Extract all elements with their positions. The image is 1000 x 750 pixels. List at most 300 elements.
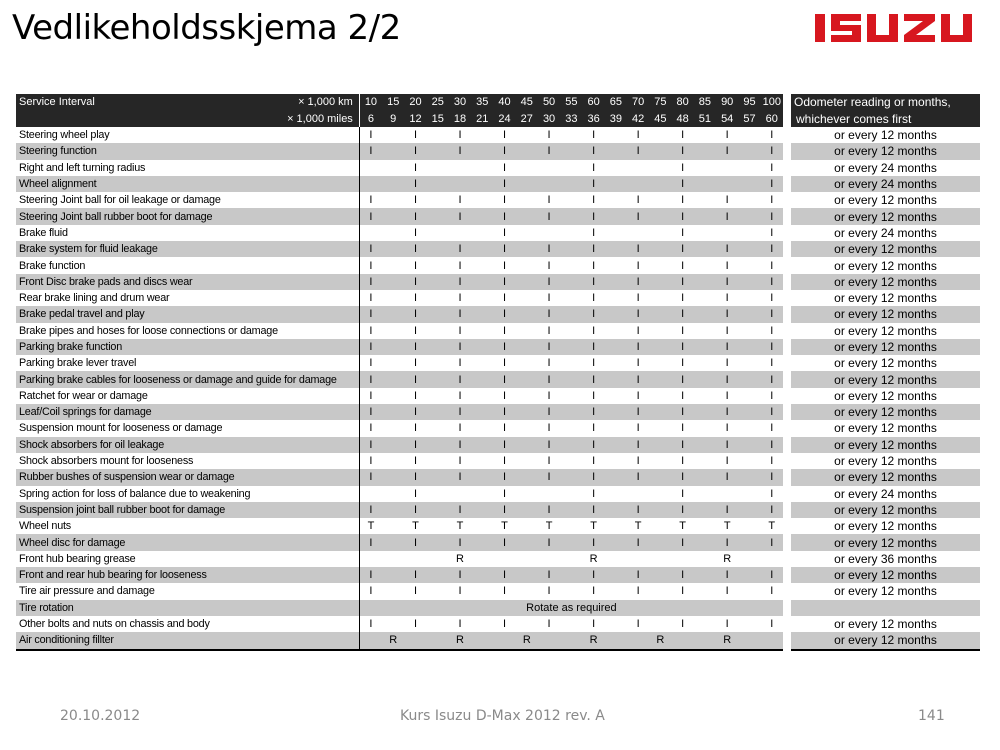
- schedule-mark: I: [547, 194, 551, 207]
- schedule-mark: [516, 257, 538, 273]
- schedule-mark: I: [582, 437, 604, 453]
- schedule-mark: [516, 453, 538, 469]
- schedule-mark: I: [413, 324, 417, 337]
- schedule-mark: [560, 420, 582, 436]
- schedule-mark: [627, 632, 649, 649]
- schedule-mark: I: [503, 129, 507, 142]
- schedule-mark: I: [627, 502, 649, 518]
- schedule-mark: [382, 486, 404, 502]
- interval-cell: or every 12 months: [834, 454, 937, 469]
- schedule-mark: [359, 486, 382, 502]
- schedule-mark: [694, 437, 716, 453]
- schedule-mark: I: [369, 194, 373, 207]
- schedule-mark: [649, 388, 671, 404]
- schedule-mark: I: [681, 129, 685, 142]
- side-header-line-2: whichever comes first: [791, 111, 980, 128]
- schedule-mark: [382, 371, 404, 387]
- table-row: [16, 176, 783, 192]
- schedule-mark: I: [538, 534, 560, 550]
- schedule-mark: I: [449, 208, 471, 224]
- service-item: Tire air pressure and damage: [16, 583, 359, 599]
- interval-row: [791, 306, 980, 322]
- schedule-mark: T: [367, 520, 375, 533]
- schedule-mark: [649, 583, 671, 599]
- schedule-mark: I: [538, 437, 560, 453]
- schedule-mark: [516, 160, 538, 176]
- km-header-cell: 90: [716, 94, 738, 111]
- schedule-mark: I: [493, 567, 515, 583]
- schedule-mark: [560, 486, 582, 502]
- schedule-mark: I: [761, 534, 783, 550]
- interval-cell: or every 12 months: [791, 534, 980, 550]
- schedule-mark: I: [538, 469, 560, 485]
- schedule-mark: I: [413, 422, 417, 435]
- schedule-mark: I: [592, 259, 596, 272]
- schedule-mark: [427, 290, 449, 306]
- km-header-cell: 100: [761, 94, 783, 111]
- schedule-mark: R: [382, 632, 404, 649]
- schedule-mark: [738, 486, 760, 502]
- footer-course: Kurs Isuzu D-Max 2012 rev. A: [400, 708, 605, 724]
- schedule-mark: [516, 616, 538, 632]
- span-note: Rotate as required: [359, 600, 783, 616]
- schedule-mark: [738, 551, 760, 567]
- schedule-mark: I: [770, 324, 774, 337]
- table-row: [16, 257, 783, 273]
- schedule-mark: [382, 551, 404, 567]
- schedule-mark: T: [723, 520, 731, 533]
- schedule-mark: [516, 355, 538, 371]
- schedule-mark: [649, 567, 671, 583]
- km-header-cell: 85: [694, 94, 716, 111]
- service-item: Brake function: [16, 257, 359, 273]
- schedule-mark: [359, 176, 382, 192]
- schedule-mark: [382, 469, 404, 485]
- schedule-mark: I: [582, 567, 604, 583]
- schedule-mark: I: [449, 437, 471, 453]
- schedule-mark: I: [761, 306, 783, 322]
- interval-cell: or every 24 months: [834, 225, 937, 240]
- schedule-mark: [382, 567, 404, 583]
- schedule-mark: I: [672, 437, 694, 453]
- schedule-mark: I: [627, 241, 649, 257]
- schedule-mark: [471, 616, 493, 632]
- miles-header-cell: 21: [471, 111, 493, 128]
- schedule-mark: [649, 534, 671, 550]
- interval-row: [791, 371, 980, 387]
- interval-table: [791, 94, 980, 651]
- schedule-mark: I: [636, 389, 640, 402]
- schedule-mark: [694, 404, 716, 420]
- schedule-mark: I: [359, 534, 382, 550]
- schedule-mark: [694, 143, 716, 159]
- interval-row: [791, 632, 980, 649]
- schedule-mark: I: [770, 389, 774, 402]
- service-item: Brake pipes and hoses for loose connections or damage: [16, 323, 359, 339]
- schedule-mark: [560, 257, 582, 273]
- schedule-mark: [493, 632, 515, 649]
- schedule-mark: I: [627, 143, 649, 159]
- schedule-mark: I: [582, 143, 604, 159]
- schedule-mark: I: [592, 194, 596, 207]
- interval-row: [791, 437, 980, 453]
- schedule-mark: R: [456, 552, 464, 565]
- miles-header-cell: 24: [493, 111, 515, 128]
- schedule-mark: [694, 388, 716, 404]
- schedule-mark: [560, 404, 582, 420]
- schedule-mark: [359, 551, 382, 567]
- schedule-mark: R: [723, 552, 732, 565]
- schedule-mark: [694, 241, 716, 257]
- schedule-mark: [560, 323, 582, 339]
- service-item: Air conditioning fillter: [16, 632, 359, 649]
- schedule-mark: I: [503, 585, 507, 598]
- service-item: Front and rear hub bearing for looseness: [16, 567, 359, 583]
- schedule-mark: [516, 241, 538, 257]
- schedule-mark: R: [716, 632, 738, 649]
- schedule-mark: [538, 176, 560, 192]
- schedule-mark: [382, 502, 404, 518]
- schedule-mark: [605, 616, 627, 632]
- service-item: Front Disc brake pads and discs wear: [16, 274, 359, 290]
- schedule-mark: [738, 534, 760, 550]
- interval-cell: or every 12 months: [791, 371, 980, 387]
- schedule-mark: I: [547, 324, 551, 337]
- schedule-mark: I: [636, 618, 640, 631]
- km-header-cell: 75: [649, 94, 671, 111]
- interval-row: [791, 388, 980, 404]
- schedule-mark: I: [627, 534, 649, 550]
- table-row: [16, 567, 783, 583]
- schedule-mark: I: [359, 241, 382, 257]
- schedule-mark: [471, 453, 493, 469]
- schedule-mark: [471, 241, 493, 257]
- schedule-mark: [694, 176, 716, 192]
- table-row: [16, 534, 783, 550]
- km-header-cell: 10: [359, 94, 382, 111]
- schedule-mark: [738, 502, 760, 518]
- schedule-mark: [382, 355, 404, 371]
- schedule-mark: [427, 453, 449, 469]
- miles-header-cell: 33: [560, 111, 582, 128]
- schedule-mark: [382, 453, 404, 469]
- km-header-cell: 20: [404, 94, 426, 111]
- schedule-mark: I: [449, 404, 471, 420]
- service-item: Shock absorbers mount for looseness: [16, 453, 359, 469]
- service-item: Brake system for fluid leakage: [16, 241, 359, 257]
- schedule-mark: [427, 437, 449, 453]
- schedule-mark: [694, 355, 716, 371]
- service-item: Brake pedal travel and play: [16, 306, 359, 322]
- schedule-mark: [605, 355, 627, 371]
- table-row: [16, 486, 783, 502]
- schedule-mark: [649, 143, 671, 159]
- schedule-mark: I: [681, 618, 685, 631]
- schedule-mark: [382, 176, 404, 192]
- schedule-mark: [560, 160, 582, 176]
- schedule-mark: [471, 567, 493, 583]
- schedule-mark: [694, 274, 716, 290]
- interval-row: [791, 486, 980, 502]
- schedule-mark: I: [413, 357, 417, 370]
- interval-row: [791, 404, 980, 420]
- schedule-mark: [471, 143, 493, 159]
- schedule-mark: I: [413, 194, 417, 207]
- schedule-mark: I: [538, 502, 560, 518]
- schedule-mark: I: [636, 194, 640, 207]
- km-header-cell: 35: [471, 94, 493, 111]
- schedule-mark: [471, 486, 493, 502]
- miles-header-cell: 42: [627, 111, 649, 128]
- schedule-mark: [738, 437, 760, 453]
- schedule-mark: [538, 551, 560, 567]
- schedule-mark: [516, 534, 538, 550]
- schedule-mark: I: [404, 274, 426, 290]
- schedule-mark: [382, 127, 404, 143]
- miles-header-cell: 9: [382, 111, 404, 128]
- schedule-mark: [694, 323, 716, 339]
- table-row: [16, 600, 783, 616]
- interval-row: [791, 518, 980, 534]
- schedule-mark: [427, 534, 449, 550]
- schedule-mark: [516, 583, 538, 599]
- schedule-mark: T: [590, 520, 597, 533]
- table-row: [16, 453, 783, 469]
- km-header-cell: 50: [538, 94, 560, 111]
- schedule-mark: I: [369, 618, 373, 631]
- interval-cell: or every 12 months: [834, 421, 937, 436]
- schedule-mark: I: [627, 306, 649, 322]
- schedule-mark: [694, 371, 716, 387]
- schedule-mark: [560, 469, 582, 485]
- schedule-mark: [694, 616, 716, 632]
- schedule-mark: I: [413, 618, 417, 631]
- table-row: [16, 355, 783, 371]
- schedule-mark: [694, 583, 716, 599]
- schedule-mark: [538, 632, 560, 649]
- schedule-mark: I: [413, 226, 417, 239]
- schedule-mark: [427, 339, 449, 355]
- schedule-mark: [427, 551, 449, 567]
- schedule-mark: [471, 176, 493, 192]
- schedule-mark: I: [761, 502, 783, 518]
- interval-row: [791, 600, 980, 616]
- schedule-mark: [382, 323, 404, 339]
- interval-cell: or every 12 months: [834, 193, 937, 208]
- schedule-mark: [560, 551, 582, 567]
- schedule-mark: [738, 355, 760, 371]
- schedule-mark: I: [547, 292, 551, 305]
- km-header-cell: 60: [582, 94, 604, 111]
- header-row-km: [16, 94, 783, 111]
- interval-cell: [791, 600, 980, 616]
- schedule-mark: I: [493, 241, 515, 257]
- schedule-mark: [738, 160, 760, 176]
- schedule-mark: I: [761, 241, 783, 257]
- schedule-mark: [382, 192, 404, 208]
- service-item: Steering wheel play: [16, 127, 359, 143]
- schedule-mark: [649, 306, 671, 322]
- interval-cell: or every 12 months: [791, 404, 980, 420]
- schedule-mark: I: [458, 422, 462, 435]
- schedule-mark: I: [369, 357, 373, 370]
- schedule-mark: I: [636, 585, 640, 598]
- schedule-mark: I: [538, 274, 560, 290]
- service-item: Suspension mount for looseness or damage: [16, 420, 359, 436]
- schedule-mark: [471, 371, 493, 387]
- schedule-mark: [649, 486, 671, 502]
- schedule-mark: [471, 437, 493, 453]
- schedule-mark: [716, 486, 738, 502]
- schedule-mark: I: [413, 161, 417, 174]
- schedule-mark: [471, 518, 493, 534]
- schedule-mark: [605, 257, 627, 273]
- schedule-mark: [694, 290, 716, 306]
- schedule-mark: T: [545, 520, 553, 533]
- schedule-mark: [427, 469, 449, 485]
- schedule-mark: I: [449, 371, 471, 387]
- schedule-mark: I: [770, 487, 774, 500]
- schedule-mark: [738, 323, 760, 339]
- interval-row: [791, 469, 980, 485]
- interval-cell: or every 12 months: [791, 469, 980, 485]
- km-header-cell: 45: [516, 94, 538, 111]
- schedule-mark: [427, 632, 449, 649]
- schedule-mark: [471, 420, 493, 436]
- schedule-mark: [560, 355, 582, 371]
- schedule-mark: [471, 208, 493, 224]
- schedule-mark: I: [582, 241, 604, 257]
- schedule-mark: [649, 371, 671, 387]
- schedule-mark: I: [449, 469, 471, 485]
- schedule-mark: [382, 290, 404, 306]
- schedule-mark: [538, 225, 560, 241]
- schedule-mark: R: [449, 632, 471, 649]
- schedule-mark: I: [761, 274, 783, 290]
- service-item: Wheel disc for damage: [16, 534, 359, 550]
- table-row: [16, 323, 783, 339]
- schedule-mark: I: [538, 404, 560, 420]
- interval-row: [791, 453, 980, 469]
- schedule-mark: [738, 388, 760, 404]
- schedule-mark: I: [770, 226, 774, 239]
- schedule-mark: [516, 339, 538, 355]
- schedule-mark: [716, 160, 738, 176]
- schedule-mark: I: [681, 226, 685, 239]
- schedule-mark: I: [592, 455, 596, 468]
- schedule-mark: [605, 225, 627, 241]
- footer-page-number: 141: [918, 708, 945, 724]
- schedule-mark: [738, 616, 760, 632]
- schedule-mark: [427, 306, 449, 322]
- schedule-mark: [382, 143, 404, 159]
- schedule-mark: I: [582, 208, 604, 224]
- schedule-mark: I: [592, 487, 596, 500]
- schedule-mark: I: [716, 339, 738, 355]
- schedule-mark: [560, 225, 582, 241]
- schedule-mark: [605, 371, 627, 387]
- interval-row: [791, 420, 980, 436]
- schedule-mark: I: [770, 357, 774, 370]
- schedule-mark: I: [761, 371, 783, 387]
- schedule-mark: I: [672, 306, 694, 322]
- schedule-mark: [359, 225, 382, 241]
- interval-cell: or every 12 months: [834, 128, 937, 143]
- schedule-mark: I: [404, 437, 426, 453]
- interval-cell: or every 12 months: [791, 437, 980, 453]
- schedule-mark: I: [404, 502, 426, 518]
- schedule-mark: I: [672, 208, 694, 224]
- schedule-mark: I: [725, 585, 729, 598]
- table-row: [16, 437, 783, 453]
- schedule-mark: T: [634, 520, 642, 533]
- schedule-mark: [605, 160, 627, 176]
- schedule-mark: I: [359, 143, 382, 159]
- schedule-mark: [427, 257, 449, 273]
- schedule-mark: [471, 339, 493, 355]
- schedule-mark: I: [493, 176, 515, 192]
- service-interval-label: Service Interval: [19, 96, 95, 109]
- schedule-mark: I: [761, 469, 783, 485]
- schedule-mark: T: [768, 520, 776, 533]
- schedule-mark: I: [538, 339, 560, 355]
- schedule-mark: [427, 420, 449, 436]
- schedule-mark: [605, 127, 627, 143]
- schedule-mark: [694, 518, 716, 534]
- interval-row: [791, 160, 980, 176]
- schedule-mark: [738, 420, 760, 436]
- schedule-mark: [605, 453, 627, 469]
- interval-row: [791, 339, 980, 355]
- schedule-mark: [382, 274, 404, 290]
- schedule-mark: [471, 355, 493, 371]
- schedule-mark: I: [770, 161, 774, 174]
- schedule-mark: I: [582, 339, 604, 355]
- interval-row: [791, 241, 980, 257]
- schedule-mark: [560, 567, 582, 583]
- schedule-mark: I: [404, 143, 426, 159]
- schedule-mark: I: [547, 585, 551, 598]
- interval-row: [791, 208, 980, 224]
- miles-header-cell: 36: [582, 111, 604, 128]
- schedule-mark: [404, 632, 426, 649]
- km-header-cell: 80: [672, 94, 694, 111]
- km-header-cell: 55: [560, 94, 582, 111]
- schedule-mark: [694, 127, 716, 143]
- schedule-mark: [605, 339, 627, 355]
- schedule-mark: I: [449, 502, 471, 518]
- schedule-mark: [738, 241, 760, 257]
- schedule-mark: [649, 420, 671, 436]
- schedule-mark: I: [503, 226, 507, 239]
- table-row: [16, 551, 783, 567]
- schedule-mark: I: [725, 422, 729, 435]
- schedule-mark: [516, 323, 538, 339]
- interval-cell: or every 24 months: [791, 176, 980, 192]
- schedule-mark: [694, 339, 716, 355]
- schedule-mark: I: [725, 259, 729, 272]
- schedule-mark: I: [716, 534, 738, 550]
- schedule-mark: [605, 404, 627, 420]
- schedule-mark: I: [547, 259, 551, 272]
- miles-header-cell: 27: [516, 111, 538, 128]
- schedule-mark: I: [770, 194, 774, 207]
- schedule-mark: [605, 388, 627, 404]
- schedule-mark: I: [582, 371, 604, 387]
- schedule-mark: I: [449, 339, 471, 355]
- service-item: Steering Joint ball for oil leakage or damage: [16, 192, 359, 208]
- km-header-cell: 30: [449, 94, 471, 111]
